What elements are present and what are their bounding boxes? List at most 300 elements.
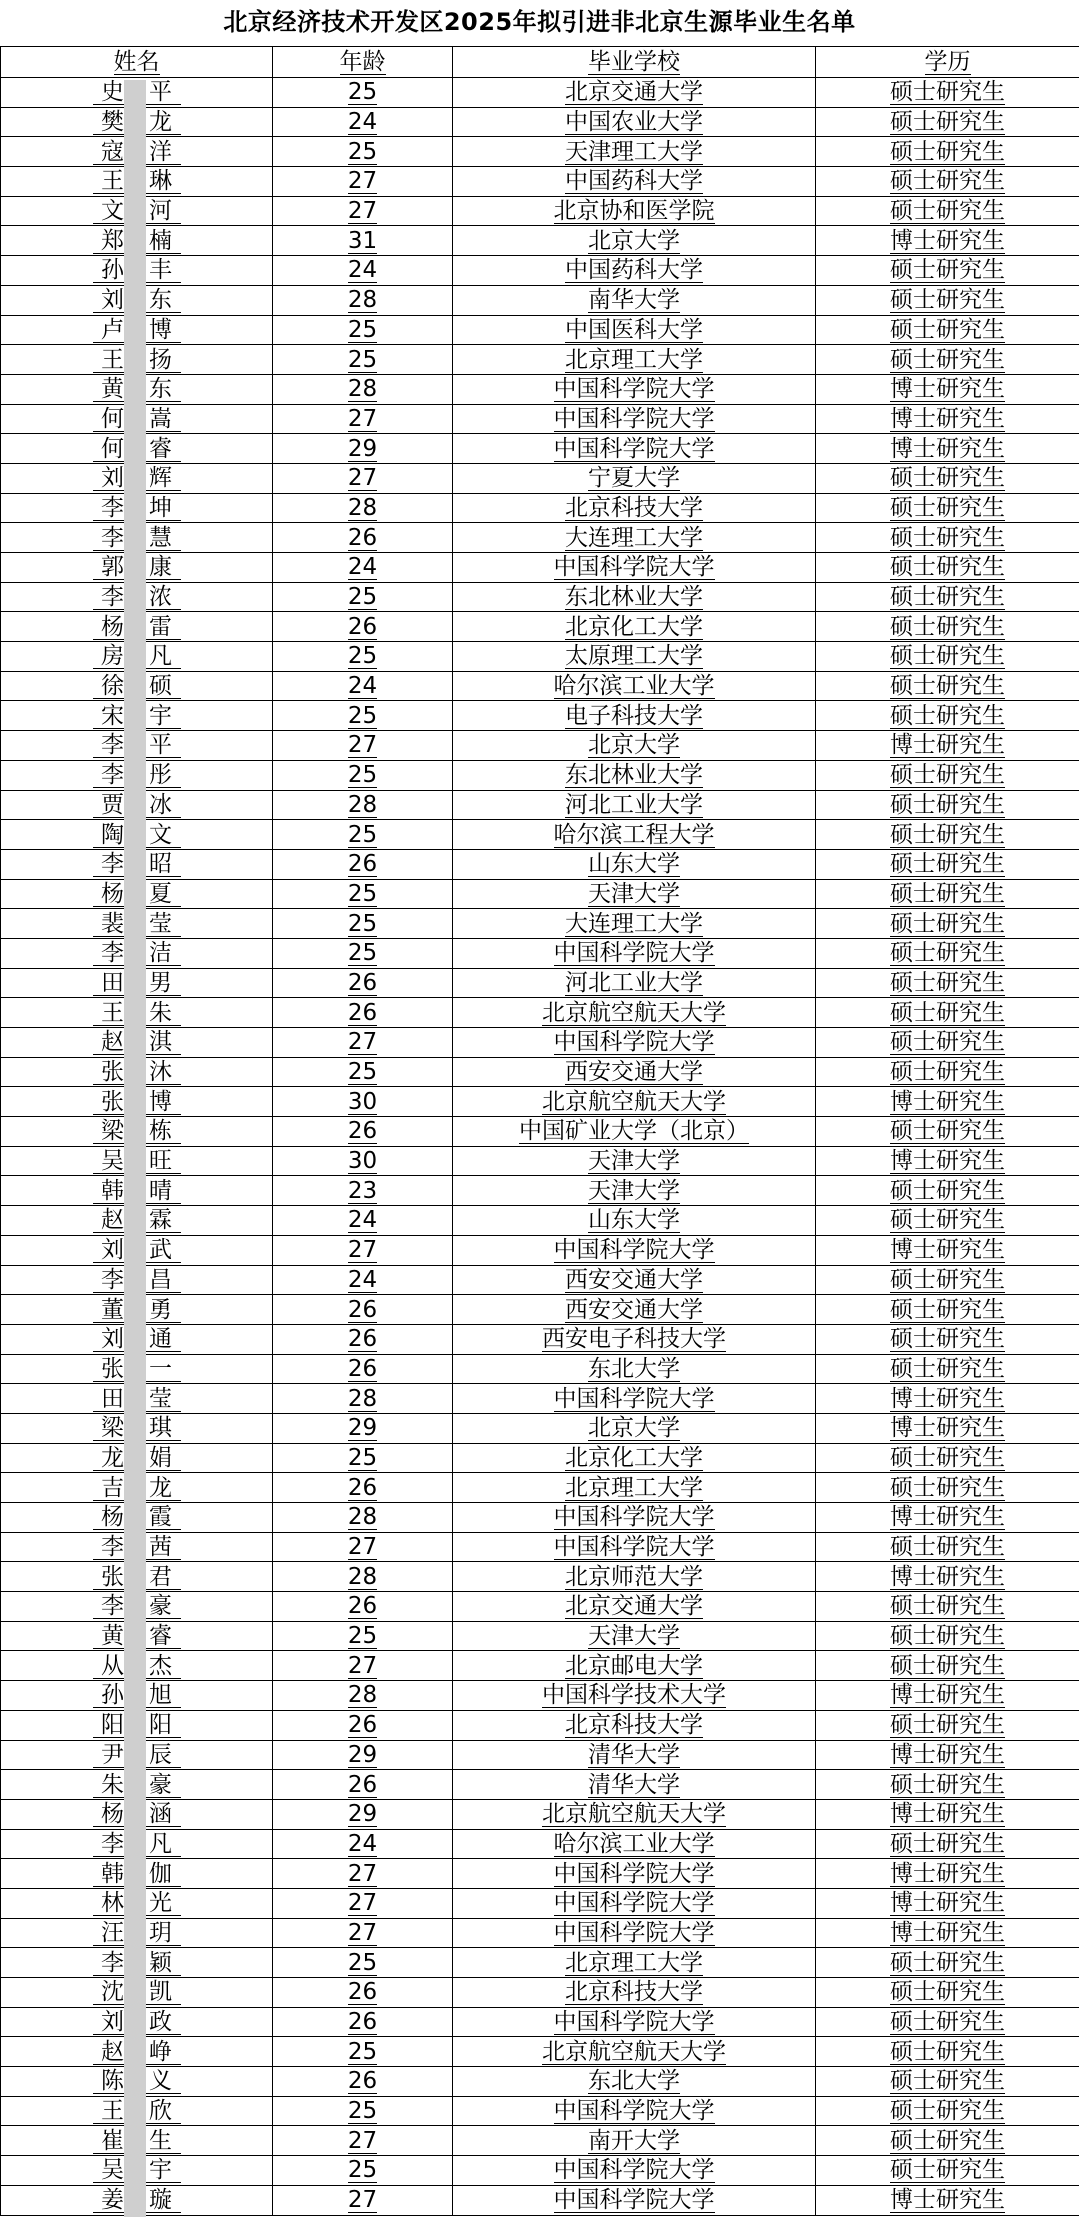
table-row [1,731,1079,761]
cell-age: 26 [273,968,453,998]
cell-degree: 硕士研究生 [816,2067,1079,2097]
table-row [1,1770,1079,1800]
cell-school: 中国药科大学 [453,167,816,197]
name-given: 义 [141,2069,181,2094]
cell-age: 28 [273,285,453,315]
name-surname: 王 [93,1001,133,1026]
name-surname: 杨 [93,615,133,640]
name-surname: 文 [93,199,133,224]
table-row [1,1324,1079,1354]
cell-degree: 博士研究生 [816,1859,1079,1889]
name-surname: 李 [93,496,133,521]
table-row [1,1503,1079,1533]
name-surname: 张 [93,1060,133,1085]
cell-degree: 硕士研究生 [816,1176,1079,1206]
name-given: 洋 [141,140,181,165]
name-surname: 郑 [93,229,133,254]
name-surname: 陶 [93,823,133,848]
cell-degree: 硕士研究生 [816,582,1079,612]
table-row [1,2185,1079,2215]
name-given: 生 [141,2129,181,2154]
cell-degree: 硕士研究生 [816,285,1079,315]
table-row [1,463,1079,493]
table-row [1,285,1079,315]
name-given: 雷 [141,615,181,640]
name-given: 博 [141,1090,181,1115]
cell-school: 哈尔滨工业大学 [453,1829,816,1859]
cell-school: 天津大学 [453,1146,816,1176]
cell-age: 24 [273,1829,453,1859]
table-row [1,1473,1079,1503]
table-row [1,2007,1079,2037]
table-row [1,1740,1079,1770]
name-given: 涵 [141,1802,181,1827]
name-given: 君 [141,1565,181,1590]
table-row [1,167,1079,197]
name-given: 嵩 [141,407,181,432]
name-given: 彤 [141,763,181,788]
name-surname: 李 [93,941,133,966]
cell-school: 北京邮电大学 [453,1651,816,1681]
cell-degree: 硕士研究生 [816,137,1079,167]
name-surname: 徐 [93,674,133,699]
name-surname: 李 [93,526,133,551]
cell-school: 中国农业大学 [453,107,816,137]
cell-degree: 博士研究生 [816,1799,1079,1829]
table-body [1,78,1079,2216]
cell-age: 28 [273,1681,453,1711]
cell-degree: 硕士研究生 [816,523,1079,553]
cell-degree: 硕士研究生 [816,493,1079,523]
table-row [1,78,1079,108]
cell-age: 26 [273,1295,453,1325]
name-surname: 房 [93,644,133,669]
table-row [1,404,1079,434]
name-surname: 刘 [93,1327,133,1352]
name-given: 辰 [141,1743,181,1768]
name-surname: 李 [93,585,133,610]
cell-school: 北京科技大学 [453,1710,816,1740]
table-row [1,374,1079,404]
cell-school: 中国科学技术大学 [453,1681,816,1711]
name-surname: 朱 [93,1773,133,1798]
table-row [1,523,1079,553]
cell-age: 26 [273,1473,453,1503]
table-row [1,1948,1079,1978]
cell-degree: 硕士研究生 [816,1710,1079,1740]
cell-degree: 硕士研究生 [816,345,1079,375]
cell-degree: 硕士研究生 [816,909,1079,939]
name-given: 一 [141,1357,181,1382]
cell-age: 28 [273,1503,453,1533]
cell-age: 25 [273,1443,453,1473]
cell-degree: 博士研究生 [816,1503,1079,1533]
table-row [1,1384,1079,1414]
name-given: 峥 [141,2040,181,2065]
cell-school: 中国科学院大学 [453,938,816,968]
cell-school: 中国科学院大学 [453,1235,816,1265]
cell-age: 26 [273,1770,453,1800]
cell-age: 27 [273,1532,453,1562]
table-row [1,1681,1079,1711]
table-row [1,553,1079,583]
cell-school: 清华大学 [453,1740,816,1770]
name-surname: 孙 [93,258,133,283]
table-row [1,938,1079,968]
cell-age: 23 [273,1176,453,1206]
name-surname: 张 [93,1357,133,1382]
name-surname: 陈 [93,2069,133,2094]
name-surname: 李 [93,1594,133,1619]
table-row [1,345,1079,375]
cell-age: 25 [273,760,453,790]
name-surname: 杨 [93,1505,133,1530]
cell-age: 27 [273,731,453,761]
name-surname: 黄 [93,377,133,402]
table-header-row [1,47,1079,78]
cell-school: 北京航空航天大学 [453,2037,816,2067]
name-surname: 吉 [93,1476,133,1501]
cell-degree: 硕士研究生 [816,167,1079,197]
name-given: 浓 [141,585,181,610]
name-given: 勇 [141,1298,181,1323]
cell-school: 哈尔滨工业大学 [453,671,816,701]
cell-age: 25 [273,2156,453,2186]
cell-degree: 硕士研究生 [816,1621,1079,1651]
cell-school: 西安交通大学 [453,1265,816,1295]
name-surname: 宋 [93,704,133,729]
cell-degree: 硕士研究生 [816,107,1079,137]
cell-age: 24 [273,671,453,701]
name-surname: 何 [93,407,133,432]
cell-school: 北京理工大学 [453,1473,816,1503]
name-given: 昌 [141,1268,181,1293]
name-surname: 阳 [93,1713,133,1738]
cell-school: 中国科学院大学 [453,2007,816,2037]
name-surname: 裴 [93,912,133,937]
name-surname: 刘 [93,1238,133,1263]
name-given: 颖 [141,1951,181,1976]
table-row [1,1206,1079,1236]
name-surname: 崔 [93,2129,133,2154]
table-row [1,1918,1079,1948]
name-given: 龙 [141,110,181,135]
name-given: 硕 [141,674,181,699]
table-row [1,1354,1079,1384]
table-row [1,1413,1079,1443]
cell-school: 中国科学院大学 [453,1859,816,1889]
cell-age: 25 [273,2037,453,2067]
table-row [1,256,1079,286]
cell-school: 中国科学院大学 [453,2096,816,2126]
cell-degree: 硕士研究生 [816,1206,1079,1236]
cell-school: 中国科学院大学 [453,1503,816,1533]
cell-degree: 博士研究生 [816,1918,1079,1948]
cell-school: 北京理工大学 [453,1948,816,1978]
table-row [1,434,1079,464]
cell-school: 南开大学 [453,2126,816,2156]
table-row [1,1592,1079,1622]
cell-degree: 硕士研究生 [816,553,1079,583]
table-row [1,2037,1079,2067]
name-given: 旺 [141,1149,181,1174]
cell-degree: 博士研究生 [816,1146,1079,1176]
cell-degree: 硕士研究生 [816,612,1079,642]
cell-age: 27 [273,2185,453,2215]
table-row [1,1087,1079,1117]
name-given: 楠 [141,229,181,254]
cell-degree: 硕士研究生 [816,790,1079,820]
name-surname: 樊 [93,110,133,135]
name-given: 昭 [141,852,181,877]
cell-degree: 博士研究生 [816,1235,1079,1265]
cell-age: 27 [273,167,453,197]
cell-degree: 博士研究生 [816,226,1079,256]
cell-school: 太原理工大学 [453,642,816,672]
cell-age: 27 [273,196,453,226]
name-surname: 何 [93,437,133,462]
cell-degree: 硕士研究生 [816,1651,1079,1681]
cell-age: 26 [273,849,453,879]
name-given: 政 [141,2010,181,2035]
cell-degree: 博士研究生 [816,1413,1079,1443]
cell-age: 27 [273,404,453,434]
cell-school: 大连理工大学 [453,523,816,553]
cell-age: 25 [273,137,453,167]
cell-school: 中国科学院大学 [453,1532,816,1562]
name-surname: 史 [93,80,133,105]
cell-age: 26 [273,1117,453,1147]
name-surname: 从 [93,1654,133,1679]
name-given: 霖 [141,1208,181,1233]
table-row [1,315,1079,345]
cell-school: 北京化工大学 [453,1443,816,1473]
cell-degree: 硕士研究生 [816,1028,1079,1058]
cell-age: 27 [273,1651,453,1681]
name-surname: 董 [93,1298,133,1323]
cell-degree: 硕士研究生 [816,998,1079,1028]
table-row [1,2126,1079,2156]
name-given: 凡 [141,1832,181,1857]
cell-age: 29 [273,434,453,464]
name-given: 栋 [141,1119,181,1144]
name-given: 武 [141,1238,181,1263]
graduate-roster-table [0,46,1079,2216]
cell-school: 中国科学院大学 [453,1384,816,1414]
table-row [1,107,1079,137]
name-given: 凡 [141,644,181,669]
cell-school: 中国科学院大学 [453,1888,816,1918]
cell-school: 北京协和医学院 [453,196,816,226]
name-given: 茜 [141,1535,181,1560]
name-given: 琳 [141,169,181,194]
cell-degree: 硕士研究生 [816,820,1079,850]
name-surname: 田 [93,1387,133,1412]
name-surname: 尹 [93,1743,133,1768]
cell-age: 25 [273,1948,453,1978]
cell-school: 山东大学 [453,1206,816,1236]
cell-degree: 博士研究生 [816,404,1079,434]
cell-degree: 硕士研究生 [816,2007,1079,2037]
cell-degree: 硕士研究生 [816,1295,1079,1325]
table-row [1,1888,1079,1918]
table-row [1,642,1079,672]
cell-school: 北京大学 [453,1413,816,1443]
cell-degree: 硕士研究生 [816,2037,1079,2067]
cell-age: 28 [273,374,453,404]
cell-age: 27 [273,2126,453,2156]
cell-school: 宁夏大学 [453,463,816,493]
cell-school: 北京大学 [453,226,816,256]
cell-degree: 硕士研究生 [816,463,1079,493]
cell-age: 24 [273,553,453,583]
cell-school: 东北大学 [453,1354,816,1384]
cell-age: 28 [273,1384,453,1414]
cell-school: 北京师范大学 [453,1562,816,1592]
cell-school: 天津理工大学 [453,137,816,167]
name-surname: 李 [93,1951,133,1976]
header-name: 姓名 [1,47,273,78]
name-given: 康 [141,555,181,580]
table-row [1,1621,1079,1651]
name-given: 睿 [141,437,181,462]
cell-degree: 博士研究生 [816,374,1079,404]
table-row [1,760,1079,790]
cell-degree: 硕士研究生 [816,1829,1079,1859]
cell-age: 28 [273,1562,453,1592]
table-row [1,790,1079,820]
name-given: 娟 [141,1446,181,1471]
cell-age: 24 [273,256,453,286]
cell-school: 东北林业大学 [453,582,816,612]
cell-school: 清华大学 [453,1770,816,1800]
table-row [1,226,1079,256]
table-row [1,1859,1079,1889]
name-surname: 赵 [93,2040,133,2065]
table-row [1,137,1079,167]
name-given: 伽 [141,1862,181,1887]
name-given: 琪 [141,1416,181,1441]
table-row [1,1651,1079,1681]
cell-school: 北京交通大学 [453,1592,816,1622]
name-given: 夏 [141,882,181,907]
name-given: 文 [141,823,181,848]
cell-age: 26 [273,1324,453,1354]
cell-age: 29 [273,1413,453,1443]
cell-age: 25 [273,345,453,375]
cell-degree: 博士研究生 [816,2185,1079,2215]
name-given: 坤 [141,496,181,521]
cell-school: 大连理工大学 [453,909,816,939]
cell-age: 24 [273,1206,453,1236]
name-surname: 刘 [93,2010,133,2035]
cell-age: 27 [273,1028,453,1058]
cell-age: 26 [273,2067,453,2097]
table-row [1,1117,1079,1147]
name-surname: 李 [93,1268,133,1293]
name-surname: 汪 [93,1921,133,1946]
table-row [1,1710,1079,1740]
cell-age: 26 [273,1978,453,2008]
name-given: 扬 [141,348,181,373]
cell-degree: 硕士研究生 [816,1948,1079,1978]
cell-degree: 硕士研究生 [816,760,1079,790]
cell-school: 北京科技大学 [453,1978,816,2008]
cell-degree: 博士研究生 [816,1888,1079,1918]
cell-age: 25 [273,642,453,672]
cell-age: 25 [273,582,453,612]
cell-age: 26 [273,612,453,642]
cell-school: 东北林业大学 [453,760,816,790]
cell-age: 26 [273,2007,453,2037]
cell-age: 25 [273,820,453,850]
table-row [1,1265,1079,1295]
cell-degree: 博士研究生 [816,731,1079,761]
name-given: 璇 [141,2188,181,2213]
name-surname: 李 [93,763,133,788]
cell-age: 25 [273,1057,453,1087]
cell-school: 西安电子科技大学 [453,1324,816,1354]
cell-age: 25 [273,315,453,345]
cell-degree: 硕士研究生 [816,1592,1079,1622]
cell-age: 26 [273,998,453,1028]
name-surname: 龙 [93,1446,133,1471]
name-surname: 黄 [93,1624,133,1649]
name-given: 东 [141,288,181,313]
cell-school: 中国科学院大学 [453,2185,816,2215]
name-given: 朱 [141,1001,181,1026]
name-given: 豪 [141,1594,181,1619]
cell-school: 天津大学 [453,1621,816,1651]
cell-school: 中国科学院大学 [453,434,816,464]
header-school: 毕业学校 [453,47,816,78]
cell-school: 南华大学 [453,285,816,315]
cell-degree: 硕士研究生 [816,1770,1079,1800]
cell-degree: 硕士研究生 [816,879,1079,909]
cell-school: 中国矿业大学（北京） [453,1117,816,1147]
cell-school: 河北工业大学 [453,968,816,998]
cell-school: 东北大学 [453,2067,816,2097]
cell-school: 中国科学院大学 [453,553,816,583]
name-given: 淇 [141,1030,181,1055]
name-given: 宇 [141,2158,181,2183]
name-given: 沐 [141,1060,181,1085]
cell-degree: 硕士研究生 [816,642,1079,672]
cell-age: 25 [273,701,453,731]
cell-age: 30 [273,1146,453,1176]
cell-degree: 博士研究生 [816,1562,1079,1592]
name-given: 欣 [141,2099,181,2124]
table-row [1,493,1079,523]
cell-degree: 硕士研究生 [816,1354,1079,1384]
table-row [1,1443,1079,1473]
name-given: 男 [141,971,181,996]
cell-degree: 硕士研究生 [816,1532,1079,1562]
name-given: 龙 [141,1476,181,1501]
table-row [1,701,1079,731]
table-row [1,1562,1079,1592]
name-given: 洁 [141,941,181,966]
cell-school: 中国药科大学 [453,256,816,286]
name-surname: 梁 [93,1416,133,1441]
table-row [1,1829,1079,1859]
table-row [1,1532,1079,1562]
name-surname: 田 [93,971,133,996]
cell-school: 中国科学院大学 [453,2156,816,2186]
name-surname: 王 [93,348,133,373]
name-surname: 贾 [93,793,133,818]
cell-school: 西安交通大学 [453,1295,816,1325]
